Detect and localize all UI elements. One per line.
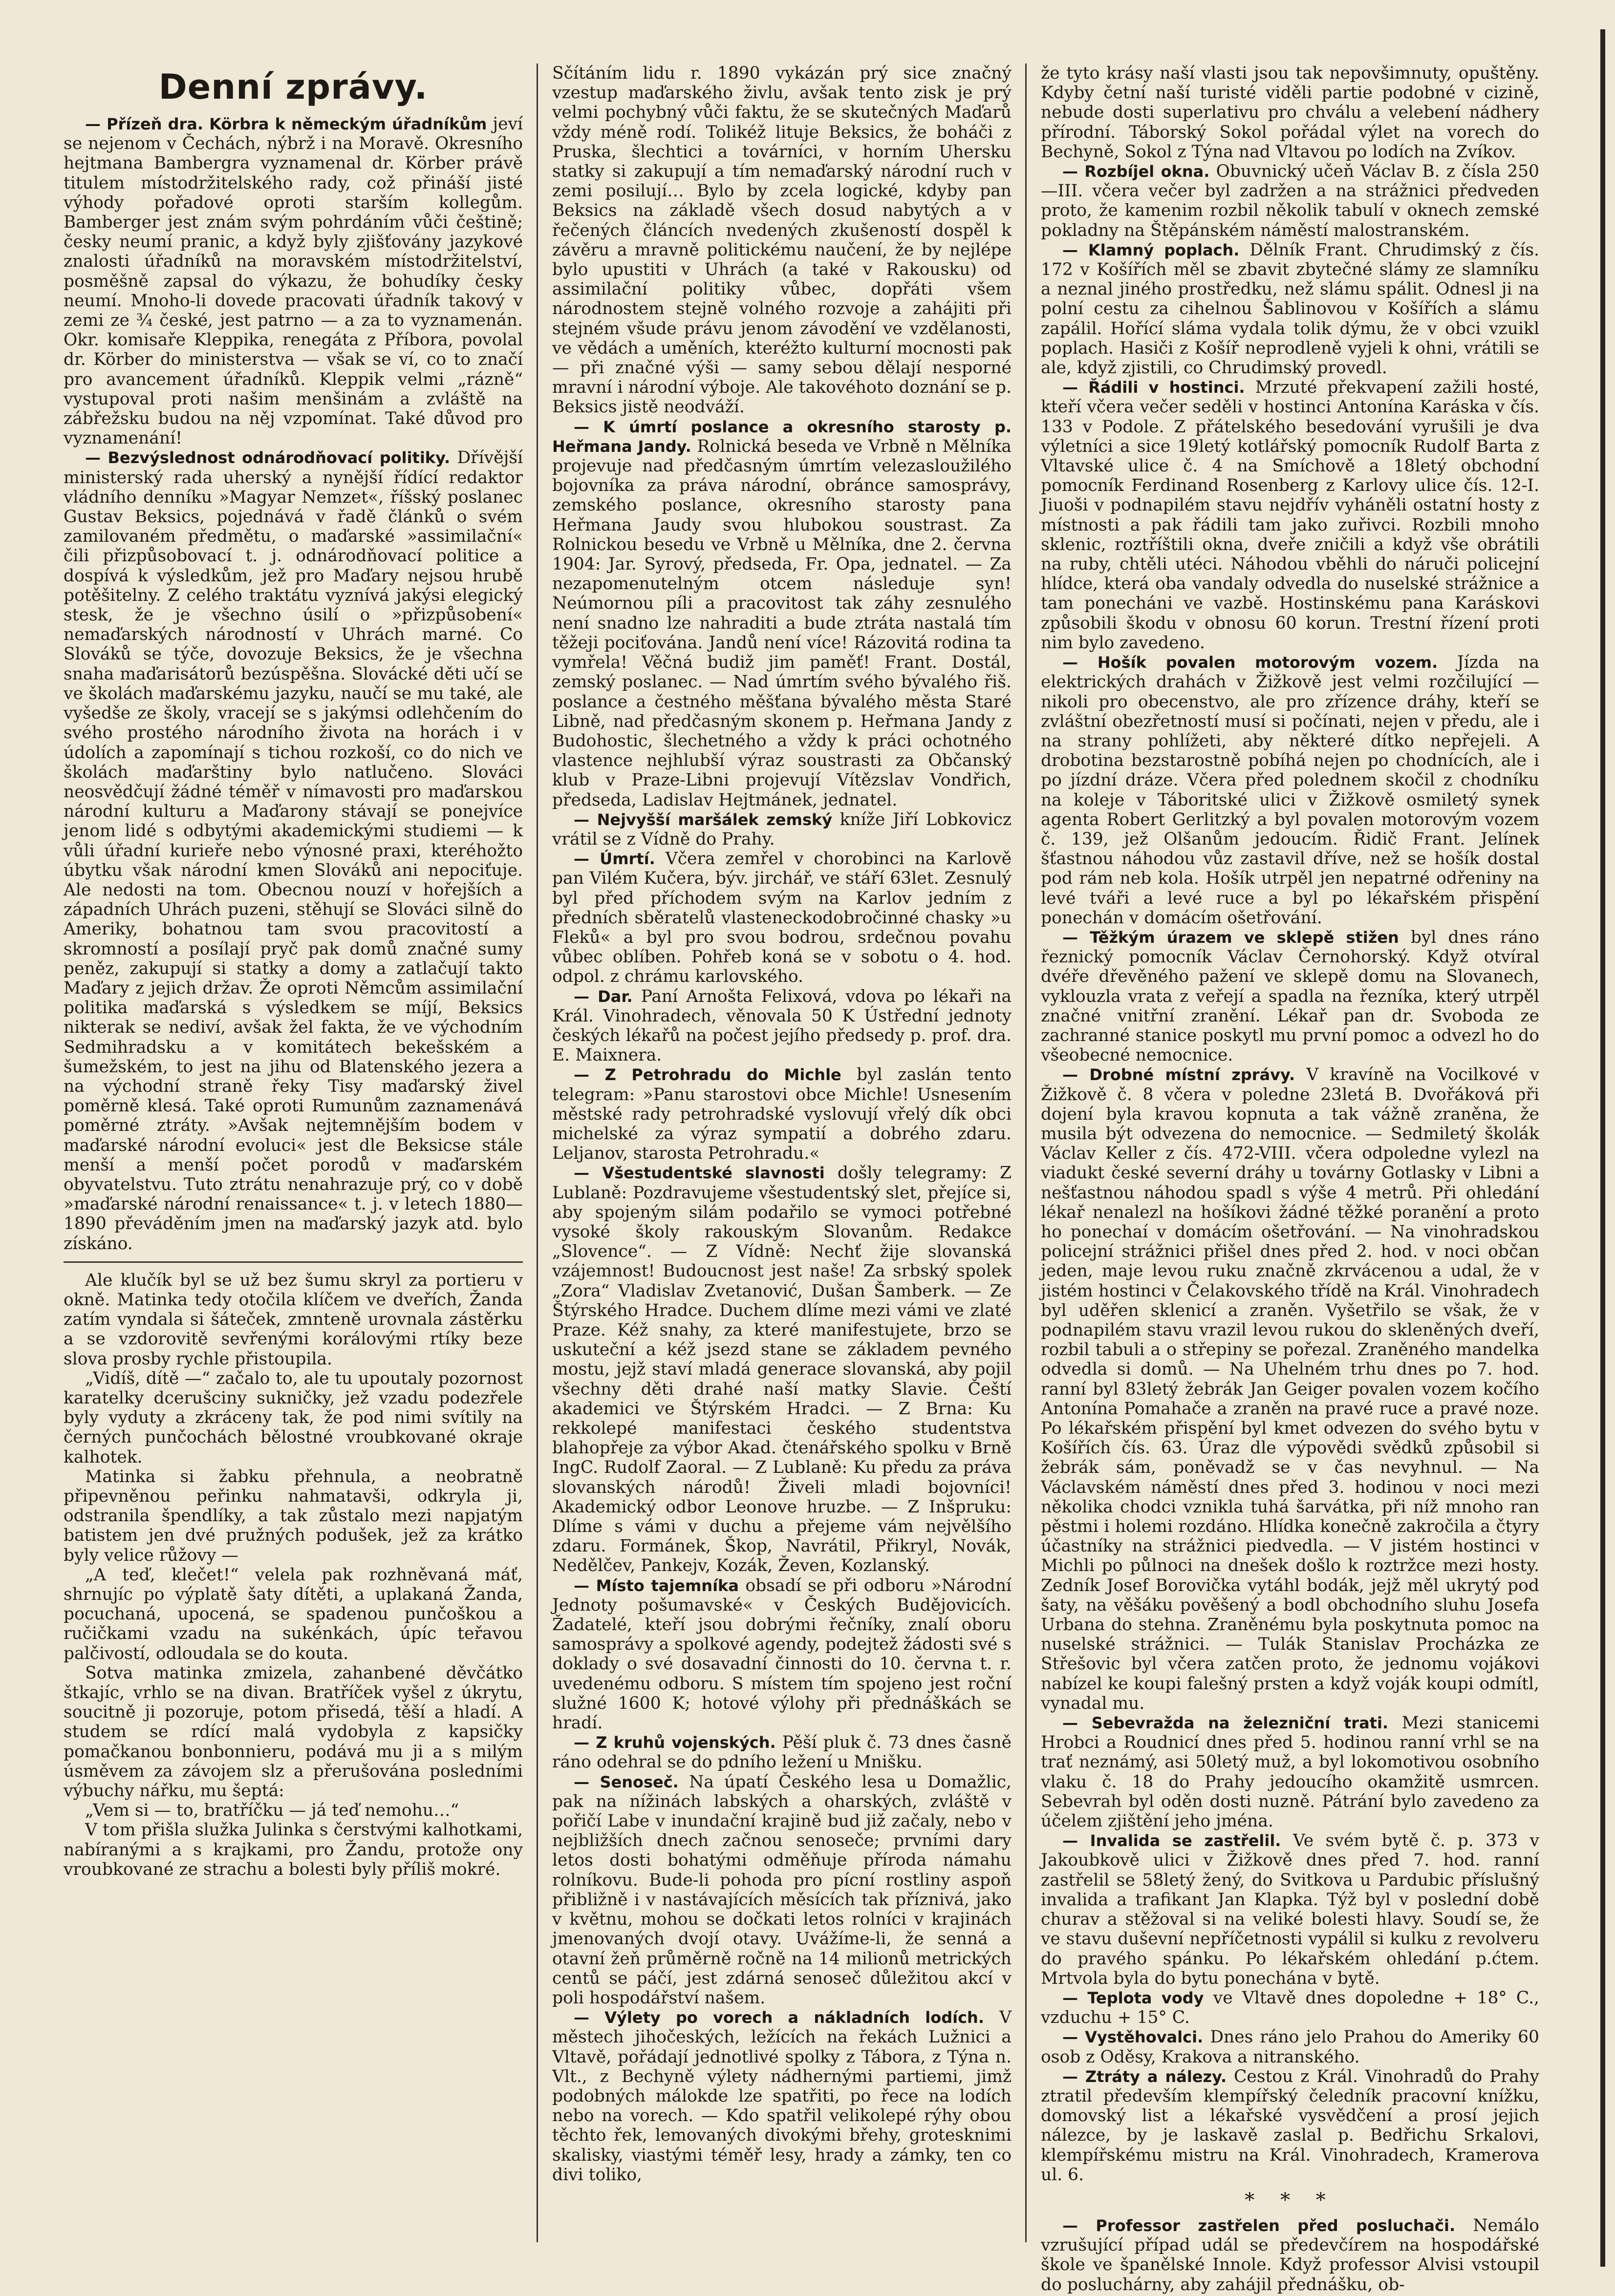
news-item-9: — Výlety po vorech a nákladních lodích. V městech jihočeských, ležících na řekách Lužnici a Vltavě, pořádají jednotlivé spolky z Tábora, z Týna n. Vlt., z Bechyně výlety nádhernými partiemi, jimž podobných málokde lze spatřiti, po řece na lodích nebo na vorech. — Kdo spatřil velikolepé rýhy obou těchto řek, lemovaných divokými břehy, grotesknimi skalisky, viastými téměř lesy, hrady a zámky, ten co divi toliko, xyxy=(552,2008,1012,2185)
news-item-3: — Dar. Paní Arnošta Felixová, vdova po lékaři na Král. Vinohradech, věnovala 50 K Ústřední jednoty českých lékařů na počest jejího předsedy p. prof. dra. E. Maixnera. xyxy=(552,986,1012,1065)
newspaper-page xyxy=(64,64,1540,2295)
section-title: Denní zprávy. xyxy=(158,67,428,107)
column-1 xyxy=(64,64,523,2242)
news-item-1: — Bezvýslednost odnárodňovací politiky. Dřívější ministerský rada uherský a nynější řídící redaktor vládního denníku »Magyar Nemzet«, říšský poslanec Gustav Beksics, pojednává v řadě článků o svém zamilovaném předmětu, o maďarské »assimilační« čili přizpůsobovací t. j. odnárodňovací politice a dospívá k výsledkům, jež pro Maďary nejsou hrubě potěšitelny. Z celého traktátu vyznívá jakýsi elegický stesk, že je všechno úsilí o »přizpůsobení« nemaďarských národností v Uhrách marné. Co Slováků se týče, dovozuje Beksics, že je všechna snaha maďarisátorů bezúspěšna. Slovácké děti učí se ve školách maďarskému jazyku, naučí se mu také, ale vyšedše ze školy, vracejí se s jakýmsi odlehčením do svého prostého národního života na horách i v údolích a zapomínají s tichou rozkoší, co do nich ve školách maďarštiny bylo natlučeno. Slováci neosvědčují žádné téměř v nímavosti pro maďarskou národní kulturu a Maďarony stávají se ponejvíce jenom lidé s odbytými akademickými studiemi — k vůli úřadní kurieře nebo výnosné praxi, kteréhožto úbytku však národní kmen Slováků ani nepociťuje. Ale nedosti na tom. Obecnou nouzí v hořejších a západních Uhrách puzeni, stěhují se Slováci silně do Ameriky, bohatnou tam svou pracovitostí a skromností a posílají pryč pak domů značné sumy peněz, zakupují si statky a domy a zatlačují takto Maďary z jejich držav. Že oproti Němcům assimilační politika maďarská s výsledkem se míjí, Beksics nikterak se nediví, avšak žel fakta, že ve východním Sedmihradsku a v komitátech bekešském a šumežském, to jest na jihu od Blatenského jezera a na východní straně řeky Tisy maďarský živel poměrně klesá. Také oproti Rumunům zaznamenává poměrné ztráty. »Avšak nejtemnějším bodem v maďarské národní evoluci« jest dle Beksicse stále menší a menší počet porodů v maďarském obyvatelstvu. Tuto ztrátu nenahrazuje prý, co v době »maďarské národní renaissance« t. j. v letech 1880—1890 převáděním jmen na maďarský jazyk atd. bylo získáno. xyxy=(64,448,523,1254)
news-item-4: — Těžkým úrazem ve sklepě stižen byl dnes ráno řeznický pomocník Václav Černohorský. Když otvíral dvéře dřevěného pažení ve sklepě domu na Slovanech, vyklouzla vrata z veřejí a spadla na řezníka, který utrpěl značné vnitřní zranění. Lékař pan dr. Svoboda ze zachranné stanice poskytl mu první pomoc a odvezl ho do všeobecné nemocnice. xyxy=(1041,927,1539,1065)
news-item-2: — Úmrtí. Včera zemřel v chorobinci na Karlově pan Vilém Kučera, býv. jirchář, ve stáří 63let. Zesnulý byl před příchodem svým na Karlov jedním z předních sběratelů vlasteneckodobročinné chasky »u Fleků« a byl pro svou bodrou, srdečnou povahu vůbec oblíben. Pohřeb koná se v sobotu o 4. hod. odpol. z chrámu karlovského. xyxy=(552,849,1012,987)
story-paragraph: Matinka si žabku přehnula, a neobratně připevněnou peřinku nahmatavši, odkryla ji, odstranila špendlíky, a tak zůstalo mezi napjatým batistem jen dvé pružných podušek, jež za krátko byly velice růžovy — xyxy=(64,1467,523,1565)
section-stars: * * * xyxy=(1245,2189,1335,2211)
news-item-0: — Přízeň dra. Körbra k německým úřadníkům jeví se nejenom v Čechách, nýbrž i na Moravě. Okresního hejtmana Bambergra vyznamenal dr. Körber právě titulem místodržitelského rady, což přináší jisté výhody pořadové oproti starším kollegům. Bamberger jest znám svým pohrdáním vůči češtině; česky neumí pranic, a když byly zjišťovány jazykové znalosti úřadníků na moravském místodržitelství, posměšně zapsal do výkazu, že bohudíky česky neumí. Mnoho-li dovede pracovati úřadník takový v zemi ze ¾ české, jest patrno — a za to vyznamenán. Okr. komisaře Kleppika, renegáta z Příbora, povolal dr. Körber do ministerstva — však se ví, co to značí pro avancement úřadníků. Kleppik velmi „rázně“ vystupoval proti našim menšinám a zvláště na zábřežsku budou na něj vzpomínat. Také důvod pro vyznamenání! xyxy=(64,114,523,448)
news-item-4: — Z Petrohradu do Michle byl zaslán tento telegram: »Panu starostovi obce Michle! Usnesením městské rady petrohradské vyslovují vřelý dík obci michelské za výraz sympatií a dobrého zdaru. Leljanov, starosta Petrohradu.« xyxy=(552,1065,1012,1164)
feuilleton-divider xyxy=(64,1261,523,1263)
story-paragraph: „Vidíš, dítě —“ začalo to, ale tu upoutaly pozornost karatelky dcerušciny sukničky, jež vzadu podezřele byly vyduty a zkráceny tak, že pod nimi svítily na černých punčochách bělostné vroubkované okraje kalhotek. xyxy=(64,1368,523,1467)
news-item-5: — Všestudentské slavnosti došly telegramy: Z Lublaně: Pozdravujeme všestudentský slet, přejíce si, aby spojeným silám podařilo se vymoci potřebné vysoké školy rakouským Slovanům. Redakce „Slovence“. — Z Vídně: Nechť žije slovanská vzájemnost! Budoucnost jest naše! Za srbský spolek „Zora“ Vladislav Zvetanović, Dušan Šamberk. — Ze Štýrského Hradce. Duchem dlíme mezi vámi ve zlaté Praze. Kéž snahy, za které manifestujete, brzo se uskuteční a kéž jsezd stane se základem pevného mostu, jejž staví mladá generace slovanská, aby pojil všechny děti drahé naší matky Slavie. Čeští akademici ve Štýrském Hradci. — Z Brna: Ku rekkolepé manifestaci českého studentstva blahopřeje za výbor Akad. čtenářského spolku v Brně IngC. Rudolf Zaoral. — Z Lublaně: Ku předu za práva slovanských národů! Živeli mladi bojovníci! Akademický odbor Leonove hruzbe. — Z Inšpruku: Dlíme s vámi v duchu a přejeme vám nejvělšího zdaru. Formánek, Škop, Navrátil, Přikryl, Novák, Nedělčev, Pankejv, Kozák, Ževen, Kozlanský. xyxy=(552,1163,1012,1576)
news-item-6: — Sebevražda na železniční trati. Mezi stanicemi Hrobci a Roudnicí dnes před 5. hodinou ranní vrhl se na trať neznámý, asi 50letý muž, a byl lokomotivou osobního vlaku č. 18 do Prahy jedoucího okamžitě usmrcen. Sebevrah byl oděn dosti nuzně. Pátrání bylo zavedeno za účelem zjištění jeho jména. xyxy=(1041,1713,1539,1831)
column-rule xyxy=(1025,64,1027,2242)
news-item-1: — Klamný poplach. Dělník Frant. Chrudimský z čís. 172 v Košířích měl se zbavit zbytečné slámy ze slamníku a neznal jiného prostředku, než slámu spálit. Odnesl ji na polní cestu za cihelnou Šablinovou v Košířích a slámu zapálil. Hořící sláma vydala tolik dýmu, že v obci vzuikl poplach. Hasiči z Košíř neprodleně vyjeli k ohni, vrátili se ale, když zjistili, co Chrudimský provedl. xyxy=(1041,240,1540,378)
news-item-9: — Vystěhovalci. Dnes ráno jelo Prahou do Ameriky 60 osob z Oděsy, Krakova a nitranského. xyxy=(1041,2027,1540,2067)
news-item-5: — Drobné místní zprávy. V kravíně na Vocilkové v Žižkově č. 8 včera v poledne 23letá B. Dvořáková při dojení byla kravou kopnuta a tak vážně zraněna, že musila být odvezena do nemocnice. — Sedmiletý školák Václav Keller z čís. 472-VIII. včera odpoledne vylezl na viadukt české severní dráhy u továrny Gotlasky v Libni a nešťastnou náhodou spadl s výše 4 metrů. Při ohledání lékař nenalezl na hošíkovi žádné těžké poranění a proto ho ponechaí v domácím ošetřování. — Na vinohradskou policejní strážnici přišel dnes před 2. hod. v noci občan jeden, maje levou ruku značně zkrvácenou a udal, že v jistém hostinci v Čelakovského třídě na Král. Vinohradech byl uděřen sklenicí a zraněn. Vyšetřilo se však, že v podnapilém stavu vrazil levou rukou do skleněných dveří, rozbil tabuli a o střepiny se pořezal. Zraněného mandelka odvedla si domů. — Na Uhelném trhu dnes po 7. hod. ranní byl 83letý žebrák Jan Geiger povalen vozem kočího Antonína Pomahače a zraněn na pravé ruce a pravé noze. Po lékařském přispění byl kmet odvezen do svého bytu v Košířích čís. 63. Úraz dle výpovědi svědků způsobil si žebrák sám, poněvadž se v čas nevyhnul. — Na Václavském náměstí dnes před 3. hodinou v noci mezi několika chodci vznikla tuhá šarvátka, při níž mnoho ran pěstmi i holemi rozdáno. Hlídka konečně zakročila a čtyry účastníky na strážnici piedvedla. — V jistém hostinci v Michli po půlnoci na dnešek došlo k roztržce mezi hosty. Zedník Josef Borovička vytáhl bodák, jejž měl ukrytý pod šaty, na věšáku pověšený a bodl obchodního sluhu Josefa Urbana do stehna. Zraněnému byla poskytnuta pomoc na nuselské strážnici. — Tulák Stanislav Procházka ze Střešovic byl včera zatčen proto, že jednomu vojákovi nabízel ke koupi falešný prsten a když voják koupi odmítl, vynadal mu. xyxy=(1041,1065,1539,1713)
column-3 xyxy=(1041,64,1540,2295)
news-item-6: — Místo tajemníka obsadí se při odboru »Národní Jednoty pošumavské« v Českých Budějovicích. Žadatelé, kteří jsou dobrými řečníky, znalí oboru samosprávy a spolkové agendy, podejtež žádosti své s doklady o své dosavadní činnosti do 10. června t. r. uvedenému odboru. S místem tím spojeno jest roční služné 1600 K; hotové výlohy při přednáškách se hradí. xyxy=(552,1575,1012,1733)
page-edge xyxy=(1600,29,1605,2267)
story-paragraph: V tom přišla služka Julinka s čerstvými kalhotkami, nabíranými a s krajkami, pro Žandu, protože ony vroubkované ze strachu a bolesti byly příliš mokré. xyxy=(64,1820,523,1879)
news-item-1: — Nejvyšší maršálek zemský kníže Jiří Lobkovicz vrátil se z Vídně do Prahy. xyxy=(552,809,1012,849)
news-item-3: — Hošík povalen motorovým vozem. Jízda na elektrických drahách v Žižkově jest velmi rozčilující — nikoli pro obecenstvo, ale pro zřízence dráhy, kteří se zvláštní obezřetností musí si počínati, nejen v předu, ale i na strany pohlížeti, aby některé dítko nepřejeli. A drobotina bezstarostně pobíhá nejen po chodnících, ale i po jízdní dráze. Včera před polednem skočil z chodníku na koleje v Táboritské ulici v Žižkově osmiletý synek agenta Robert Gerlitzký a byl povalen motorovým vozem č. 139, jež Olšanům jedoucím. Řidič Frant. Jelínek šťastnou náhodou vůz zastavil dříve, než se hošík dostal pod rám neb kola. Hošík utrpěl jen nepatrné odřeniny na levé tváři a levé ruce a byl po lékařském přispění ponechán v domácím ošetřování. xyxy=(1041,653,1540,928)
story-paragraph: Sotva matinka zmizela, zahanbené děvčátko štkajíc, vrhlo se na divan. Bratříček vyšel z úkrytu, soucitně ji pozoruje, potom přisedá, těší a hladí. A studem se rdící malá vydobyla z kapsičky pomačkanou bonbonnieru, podává mu ji a s milým úsměvem za závojem slz a přerušována posledními výbuchy nářku, mu šeptá: xyxy=(64,1663,523,1801)
column-2 xyxy=(552,64,1012,2242)
news-item-last: — Professor zastřelen před posluchači. Nemálo vzrušující případ udál se předevčírem na hospodářské škole ve španělské Innole. Když professor Alvisi vstoupil do posluchárny, aby zahájil přednášku, ob- xyxy=(1041,2215,1540,2295)
news-item-2: — Řádili v hostinci. Mrzuté překvapení zažili hosté, kteří včera večer seděli v hostinci Antonína Karáska v čís. 133 v Podole. Z přátelského besedování vyrušili je dva výletníci a sice 19letý kotlářský pomocník Rudolf Barta z Vltavské ulice č. 4 na Smíchově a 18letý obchodní pomocník Ferdinand Rosenberg z Karlovy ulice čís. 12-I. Jiuoši v podnapilém stavu nejdřív vyháněli ostatní hosty z místnosti a pak řádili tam jako zuřivci. Rozbili mnoho sklenic, roztříštili okna, dveře zničili a když vše obrátili na ruby, chtěli utéci. Náhodou vběhli do náruči policejní hlídce, která oba vandaly odvedla do nuselské strážnice a tam ponecháni ve vazbě. Hostinskému pana Karáskovi způsobili škodu v obnosu 60 korun. Trestní řízení proti nim bylo zavedeno. xyxy=(1041,378,1540,653)
continued-text: že tyto krásy naší vlasti jsou tak nepovšimnuty, opuštěny. Kdyby četní naší turisté viděli partie podobné v cizině, nebude dosti superlativu pro chválu a velebení nádhery přírodní. Táborský Sokol pořádal výlet na vorech do Bechyně, Sokol z Týna nad Vltavou po lodích na Zvíkov. xyxy=(1041,64,1539,162)
news-item-8: — Teplota vody ve Vltavě dnes dopoledne + 18° C., vzduchu + 15° C. xyxy=(1041,1988,1540,2028)
news-item-7: — Invalida se zastřelil. Ve svém bytě č. p. 373 v Jakoubkově ulici v Žižkově dnes před 7. hod. ranní zastřelil se 58letý žený, do Svitkova u Pardubic příslušný invalida a trafikant Jan Klapka. Týž byl v poslední době churav a stěžoval si na veliké bolesti hlavy. Soudí se, že ve stavu duševní nepříčetnosti vypálil si kulku z revolveru do pravého spánku. Po lékařském ohledání p.ćtem. Mrtvola byla do bytu ponechána v bytě. xyxy=(1041,1831,1540,1988)
news-item-0: — Rozbíjel okna. Obuvnický učeň Václav B. z čísla 250—III. včera večer byl zadržen a na strážnici předveden proto, že kamenim rozbil několik tabulí v oknech zemské pokladny na Štěpánském náměstí malostranském. xyxy=(1041,162,1539,240)
news-item-7: — Z kruhů vojenských. Pěší pluk č. 73 dnes časně ráno odehral se do pdního ležení u Mnišku. xyxy=(552,1733,1012,1772)
continued-text: Sčítáním lidu r. 1890 vykázán prý sice značný vzestup maďarského živlu, avšak tento zisk je prý velmi pochybný vůči faktu, že se skutečných Maďarů vždy méně rodí. Tolikéž lituje Beksics, že boháči z Pruska, šlechtici a továrníci, v horním Uhersku statky si zakupují a tím nemaďarský národní ruch v zemi posilují… Bylo by zcela logické, kdyby pan Beksics na základě všech dosud nabytých a v řečených článcích nvedených zkušeností dospěl k závěru a mravně politickému naučení, že by nejlépe bylo upustiti v Uhrách (a také v Rakousku) od assimilační politiky vůbec, dopřáti všem národnostem stejně volného rozvoje a zahájiti při stejném všude právu jenom závodění ve vzdělanosti, ve vědách a uměních, kteréžto kulturní mocnosti pak — při značné výši — samy sebou dělají nesporné mravní i národní výboje. Ale takovéhoto doznání se p. Beksics jistě neodváží. xyxy=(552,64,1012,417)
story-paragraph: „Vem si — to, bratříčku — já teď nemohu…“ xyxy=(85,1801,459,1821)
story-paragraph: Ale klučík byl se už bez šumu skryl za portieru v okně. Matinka tedy otočila klíčem ve dveřích, Žanda zatím vyndala si šáteček, zmnteně urovnala zástěrku a se vzdorovitě sevřenými korálovými rtíky beze slova prosby rychle přistoupila. xyxy=(64,1270,523,1369)
news-item-10: — Ztráty a nálezy. Cestou z Král. Vinohradů do Prahy ztratil především klempířský čeledník pracovní knížku, domovský list a lékařské vysvědčení a prosí jejich nálezce, by je laskavě zaslal p. Bedřichu Srkalovi, klempířskému mistru na Král. Vinohradech, Kramerova ul. 6. xyxy=(1041,2066,1540,2185)
story-paragraph: „A teď, klečet!“ velela pak rozhněvaná máť, shrnujíc po výplatě šaty dítěti, a uplakaná Žanda, pocuchaná, upocená, se spadenou punčoškou a ručičkami vzadu na sukénkách, úpíc teřavou palčivostí, odloudala se do kouta. xyxy=(64,1565,523,1663)
news-item-0: — K úmrtí poslance a okresního starosty p. Heřmana Jandy. Rolnická beseda ve Vrbně n Mělníka projevuje nad předčasným úmrtím velezasloužilého bojovníka za práva národní, obránce samosprávy, zemského poslance, okresního starosty pana Heřmana Jaudy svou hlubokou soustrast. Za Rolnickou besedu ve Vrbně u Mělníka, dne 2. června 1904: Jar. Syrový, předseda, Fr. Opa, jednatel. — Za nezapomenutelným otcem následuje syn! Neúmornou píli a pracovitost tak záhy zesnulého není snadno lze nahraditi a bude ztráta nastalá tím těžeji pociťována. Jandů není více! Rázovitá rodina ta vymřela! Věčná budiž jim paměť! Frant. Dostál, zemský poslanec. — Nad úmrtím svého bývalého řiš. poslance a čestného měšťana bývalého města Staré Libně, nad předčasným skonem p. Heřmana Jandy z Budohostic, šlechetného a vždy k práci ochotného vlastence nejhlubší výraz soustrasti za Občanský klub v Praze-Libni projevují Vítězslav Vondřich, předseda, Ladislav Hejtmánek, jednatel. xyxy=(552,417,1012,810)
column-rule xyxy=(537,64,538,2242)
news-item-8: — Senoseč. Na úpatí Českého lesa u Domažlic, pak na nížinách labských a oharských, zvláště v pořičí Labe v inundační krajině bud již začaly, nebo v nejbližších dnech začnou senoseče; prvními dary letos dosti bohatými odměňuje příroda námahu rolníkovu. Bude-li pohoda pro pícní rostliny aspoň přibližně i v nastávajících měsících tak příznivá, jako v květnu, mohou se dočkati letos rolníci v krajinách jmenovaných dvojí otavy. Uvážíme-li, že senná a otavní žeň průměrně ročně na 14 milionů metrických centů se páčí, jest zdárná senoseč důležitou akcí v poli hospodářství našem. xyxy=(552,1772,1012,2008)
